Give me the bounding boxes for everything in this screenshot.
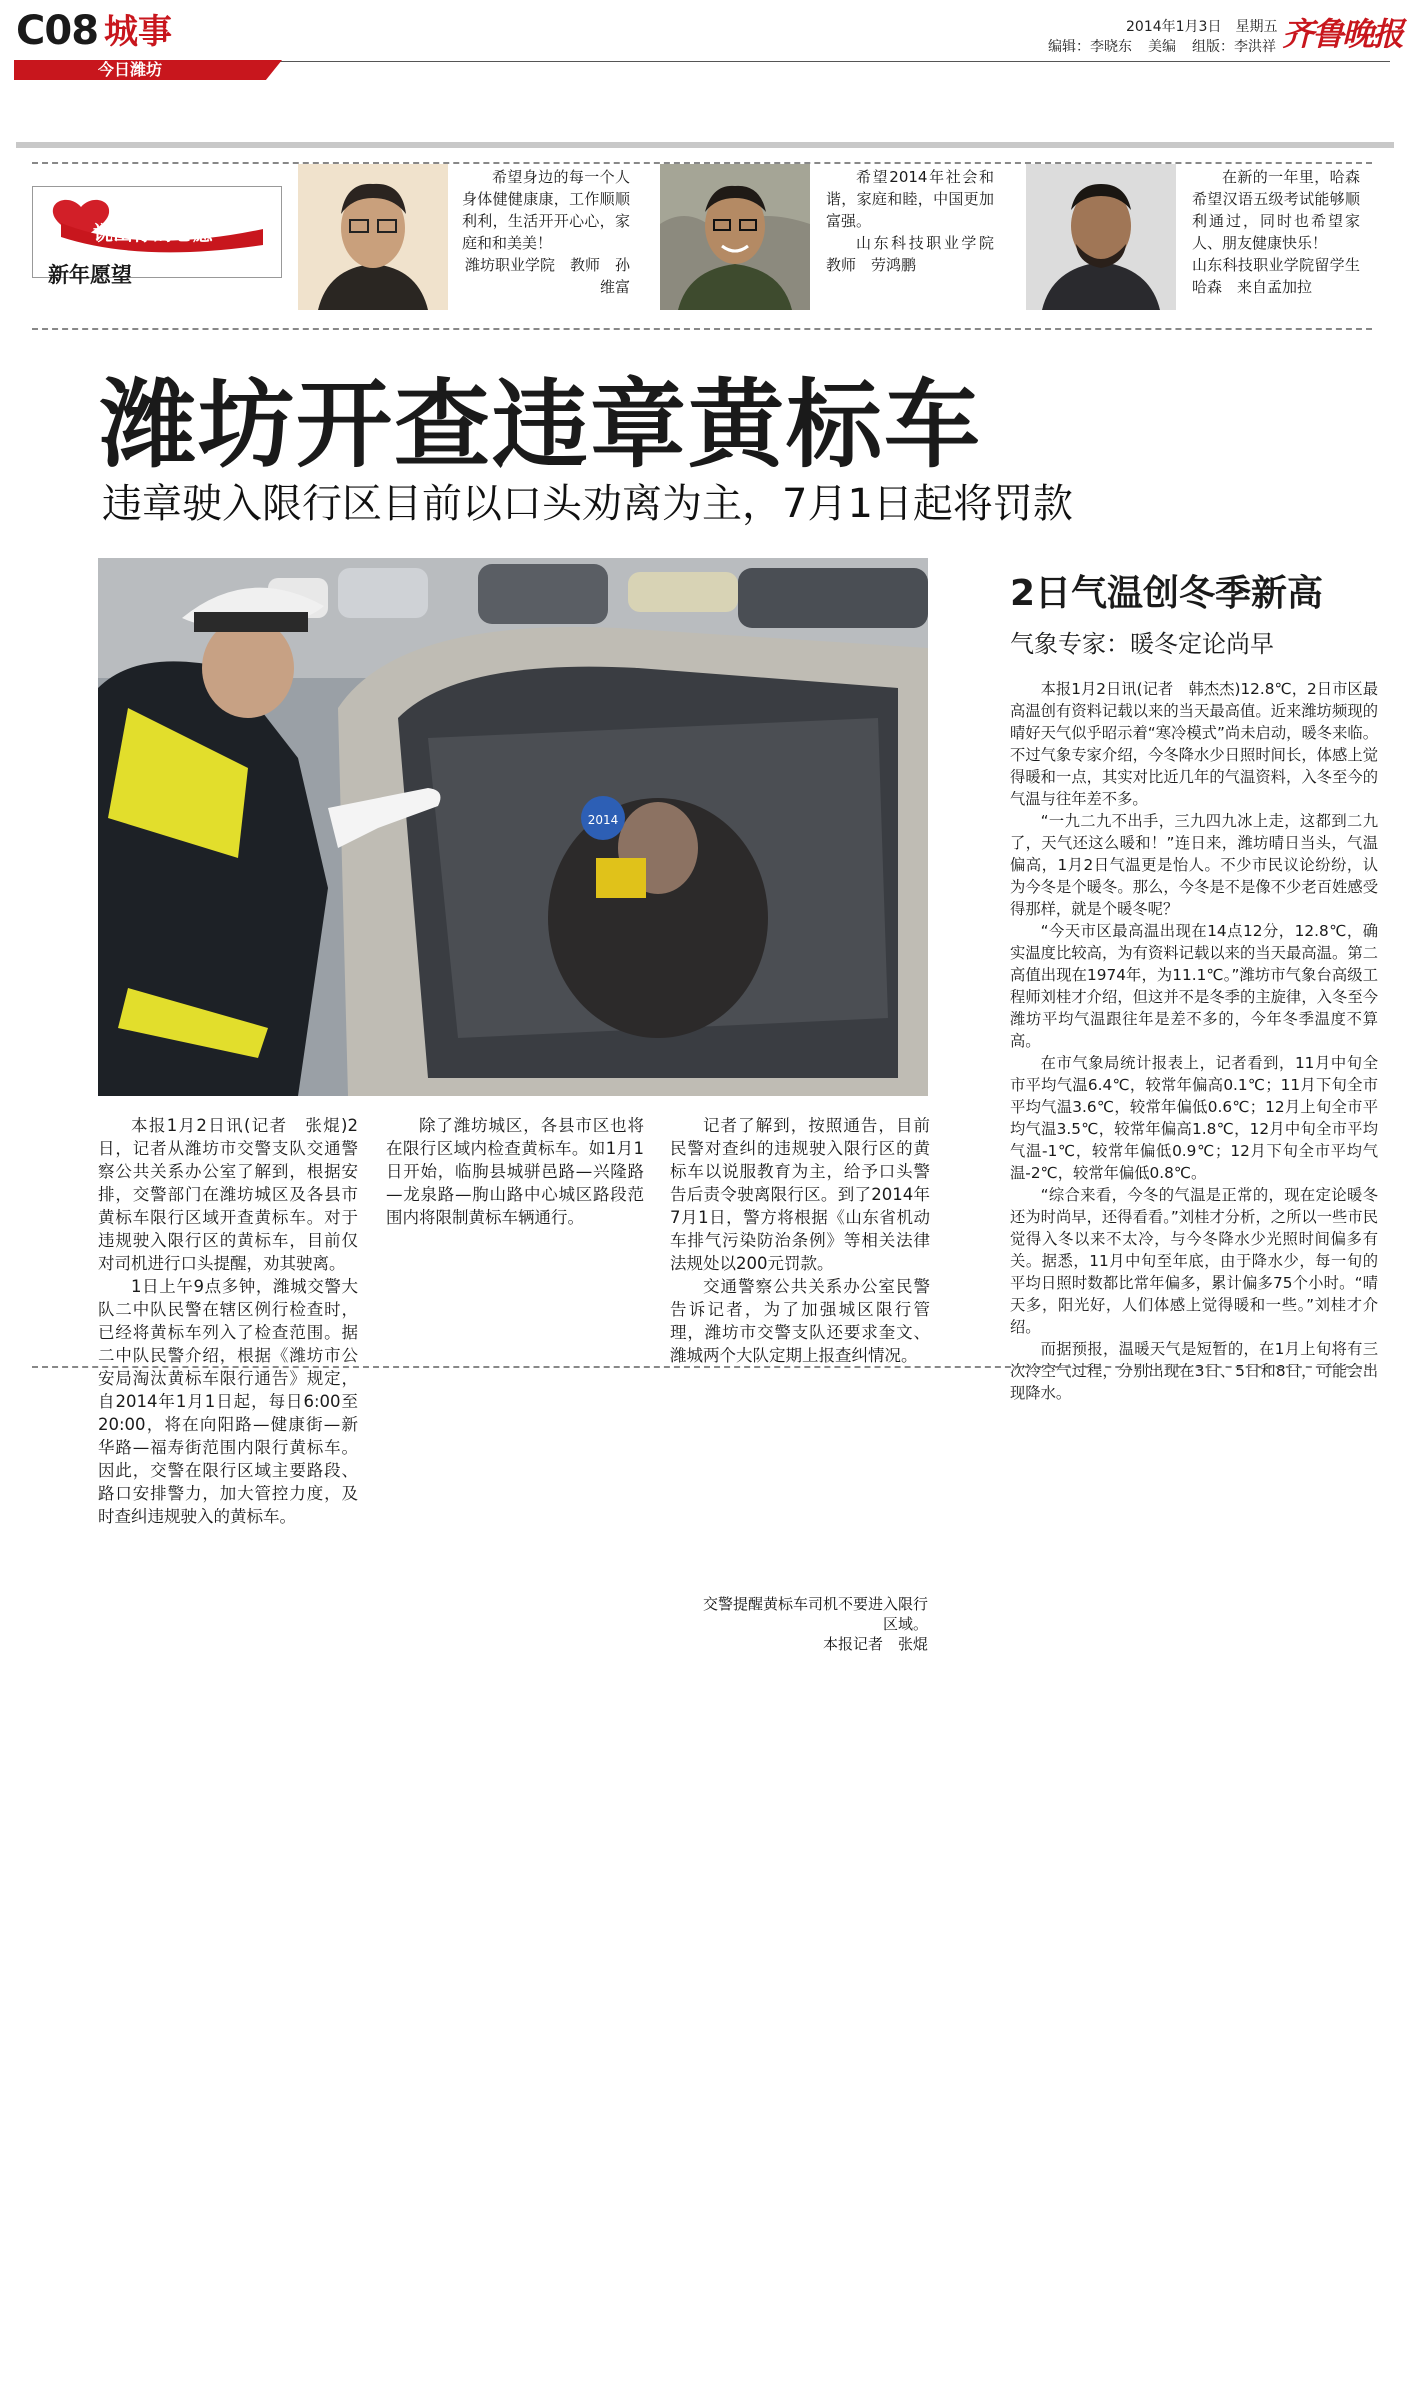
- traffic-police-photo: [98, 558, 928, 1096]
- article-paragraph: 本报1月2日讯(记者 韩杰杰)12.8℃，2日市区最高温创有资料记载以来的当天最高值。近来潍坊频现的晴好天气似乎昭示着“寒冷模式”尚未启动，暖冬来临。不过气象专家介绍，今冬降水少日照时间长，体感上觉得暖和一点，其实对比近几年的气温资料，入冬至今的气温与往年差不多。: [1010, 680, 1378, 808]
- wish-item: [826, 166, 1010, 276]
- portrait-photo: [660, 164, 810, 310]
- sticker-year: 2014: [587, 813, 619, 827]
- wish-text: 希望2014年社会和谐，家庭和睦，中国更加富强。: [826, 168, 994, 230]
- divider: [32, 1366, 1372, 1368]
- newspaper-logo: 齐鲁晚报: [1282, 15, 1403, 53]
- side-article: [1010, 678, 1378, 1404]
- article-paragraph: 而据预报，温暖天气是短暂的，在1月上旬将有三次冷空气过程，分别出现在3日、5日和8日，可能会出现降水。: [1010, 1340, 1378, 1402]
- main-headline: 潍坊开查违章黄标车: [100, 369, 982, 481]
- wish-text: 希望身边的每一个人身体健健康康，工作顺顺利利，生活开开心心，家庭和和美美！: [462, 168, 630, 252]
- article-paragraph: 交通警察公共关系办公室民警告诉记者，为了加强城区限行管理，潍坊市交警支队还要求奎文、潍城两个大队定期上报查纠情况。: [670, 1277, 930, 1365]
- wish-section-label: 新年愿望: [48, 263, 132, 287]
- wish-author: 山东科技职业学院留学生 哈森 来自孟加拉: [1192, 256, 1376, 296]
- article-column: [670, 1114, 930, 1367]
- article-column: [98, 1114, 358, 1528]
- editor: 编辑：李晓东: [1048, 39, 1132, 55]
- article-paragraph: 记者了解到，按照通告，目前民警对查纠的违规驶入限行区的黄标车以说服教育为主，给予口头警告后责令驶离限行区。到了2014年7月1日，警方将根据《山东省机动车排气污染防治条例》等相关法律法规处以200元罚款。: [670, 1116, 930, 1273]
- portrait-photo: [298, 164, 448, 310]
- main-deck: 违章驶入限行区目前以口头劝离为主，7月1日起将罚款: [102, 481, 1073, 527]
- designer: 美编: [1148, 39, 1176, 55]
- heart-icon: [41, 193, 271, 249]
- side-deck: 气象专家：暖冬定论尚早: [1010, 630, 1274, 658]
- subsection-label: 今日潍坊: [98, 60, 163, 79]
- article-paragraph: “今天市区最高温出现在14点12分，12.8℃，确实温度比较高，为有资料记载以来的当天最高温。第二高值出现在1974年，为11.1℃。”潍坊市气象台高级工程师刘桂才介绍，但这并不是冬季的主旋律，入冬至今潍坊平均气温跟往年是差不多的，今年冬季温度不算高。: [1010, 922, 1378, 1050]
- article-paragraph: “一九二九不出手，三九四九冰上走，这都到二九了，天气还这么暖和！”连日来，潍坊晴日当头，气温偏高，1月2日气温更是怡人。不少市民议论纷纷，认为今冬是个暖冬。那么，今冬是不是像不少老百姓感受得那样，就是个暖冬呢？: [1010, 812, 1378, 918]
- article-paragraph: 本报1月2日讯(记者 张焜)2日，记者从潍坊市交警支队交通警察公共关系办公室了解到，根据安排，交警部门在潍坊城区及各县市黄标车限行区域开查黄标车。对于违规驶入限行区的黄标车，目前仅对司机进行口头提醒，劝其驶离。: [98, 1116, 358, 1273]
- article-paragraph: “综合来看，今冬的气温是正常的，现在定论暖冬还为时尚早，还得看看。”刘桂才分析，之所以一些市民觉得入冬以来不太冷，与今冬降水少光照时间偏多有关。据悉，11月中旬至年底，由于降水少，每一旬的平均日照时数都比常年偏多，累计偏多75个小时。“晴天多，阳光好，人们体感上觉得暖和一些。”刘桂才介绍。: [1010, 1186, 1378, 1336]
- divider: [32, 328, 1372, 330]
- article-paragraph: 1日上午9点多钟，潍城交警大队二中队民警在辖区例行检查时，已经将黄标车列入了检查范围。据二中队民警介绍，根据《潍坊市公安局淘汰黄标车限行通告》规定，自2014年1月1日起，每日6:00至20:00，将在向阳路—健康街—新华路—福寿街范围内限行黄标车。因此，交警在限行区域主要路段、路口安排警力，加大管控力度，及时查纠违规驶入的黄标车。: [98, 1277, 358, 1526]
- top-band: [16, 142, 1394, 148]
- side-headline: 2日气温创冬季新高: [1010, 573, 1324, 614]
- editor-credits: [1048, 38, 1292, 56]
- wish-item: [1192, 166, 1376, 298]
- portrait-photo: [1026, 164, 1176, 310]
- wish-text: 在新的一年里，哈森希望汉语五级考试能够顺利通过，同时也希望家人、朋友健康快乐！: [1192, 168, 1360, 252]
- article-column: [386, 1114, 644, 1344]
- proofer: 组版：李洪祥: [1192, 39, 1276, 55]
- wish-item: [462, 166, 630, 298]
- wish-author: 山东科技职业学院 教师 劳鸿鹏: [826, 234, 1010, 274]
- photo-caption: [694, 1594, 928, 1654]
- wish-author: 潍坊职业学院 教师 孙维富: [464, 256, 630, 296]
- section-title: 城事: [104, 12, 172, 52]
- photo-credit: 本报记者 张焜: [822, 1635, 928, 1653]
- article-paragraph: 在市气象局统计报表上，记者看到，11月中旬全市平均气温6.4℃，较常年偏高0.1℃；11月下旬全市平均气温3.6℃，较常年偏低0.6℃；12月上旬全市平均气温3.5℃，较常年偏高1.8℃，12月中旬全市平均气温-1℃，较常年偏低0.9℃；12月下旬全市平均气温-2℃，较常年偏低0.8℃。: [1010, 1054, 1378, 1182]
- page-number: C08: [16, 8, 99, 54]
- issue-date: 2014年1月3日 星期五: [1126, 19, 1278, 35]
- caption-text: 交警提醒黄标车司机不要进入限行区域。: [702, 1595, 928, 1633]
- wish-banner-title: 说出你的心愿: [93, 221, 213, 245]
- article-paragraph: 除了潍坊城区，各县市区也将在限行区域内检查黄标车。如1月1日开始，临朐县城骈邑路—兴隆路—龙泉路—朐山路中心城区路段范围内将限制黄标车辆通行。: [386, 1116, 644, 1227]
